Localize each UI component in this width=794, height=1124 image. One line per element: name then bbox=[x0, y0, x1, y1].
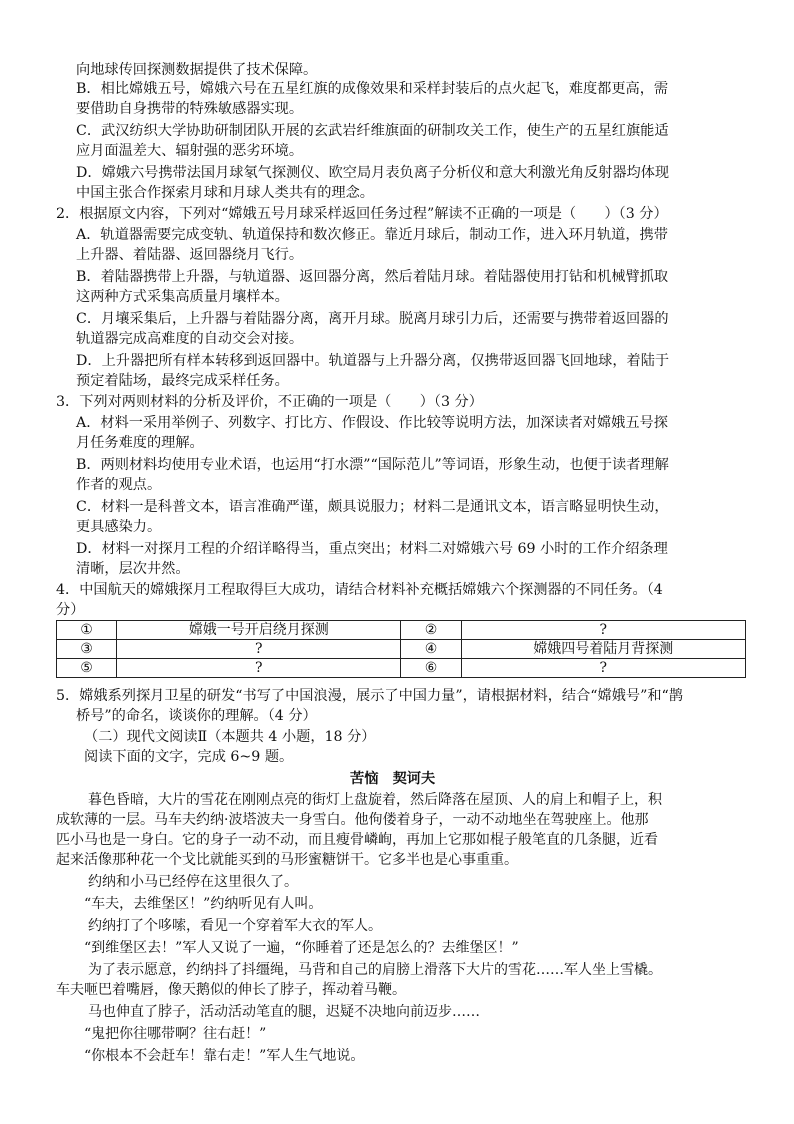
story-paragraph-7: 马也伸直了脖子，活动活动笔直的腿，迟疑不决地向前迈步…… bbox=[88, 1004, 480, 1020]
story-paragraph-6-line1: 为了表示愿意，约纳抖了抖缰绳，马背和自己的肩膀上滑落下大片的雪花……军人坐上雪橇。 bbox=[88, 962, 662, 978]
table-row bbox=[57, 659, 746, 678]
q2-option-d-line1: D．上升器把所有样本转移到返回器中。轨道器与上升器分离，仅携带返回器飞回地球，着陆于 bbox=[76, 353, 670, 369]
question-2: 2．根据原文内容，下列对“嫦娥五号月球采样返回任务过程”解读不正确的一项是（ ）（3 分） bbox=[56, 206, 668, 222]
q2-option-c-line1: C．月壤采集后，上升器与着陆器分离，离开月球。脱离月球引力后，还需要与携带着返回器的 bbox=[76, 311, 669, 327]
question-3: 3．下列对两则材料的分析及评价，不正确的一项是（ ）（3 分） bbox=[56, 394, 483, 410]
q3-option-d-line1: D．材料一对探月工程的介绍详略得当，重点突出；材料二对嫦娥六号 69 小时的工作介绍条理 bbox=[76, 541, 668, 557]
story-paragraph-6-line2: 车夫咂巴着嘴唇，像天鹅似的伸长了脖子，挥动着马鞭。 bbox=[56, 982, 406, 998]
table-row bbox=[57, 621, 746, 640]
option-b-line1: B．相比嫦娥五号，嫦娥六号在五星红旗的成像效果和采样封装后的点火起飞，难度都更高，需 bbox=[76, 81, 669, 97]
cell-number: ③ bbox=[57, 640, 117, 659]
question-4-line2: 分） bbox=[56, 602, 85, 618]
q3-option-c-line1: C．材料一是科普文本，语言准确严谨，颇具说服力；材料二是通讯文本，语言略显明快生动， bbox=[76, 499, 669, 515]
story-paragraph-2: 约纳和小马已经停在这里很久了。 bbox=[88, 874, 298, 890]
story-paragraph-1-line4: 起来活像那种花一个戈比就能买到的马形蜜糖饼干。它多半也是心事重重。 bbox=[56, 852, 518, 868]
q2-option-c-line2: 轨道器完成高难度的自动交会对接。 bbox=[76, 331, 304, 347]
q3-option-b-line1: B．两则材料均使用专业术语，也运用“打水漂”“国际范儿”等词语，形象生动，也便于读者理解 bbox=[76, 457, 669, 473]
option-b-line2: 要借助自身携带的特殊敏感器实现。 bbox=[76, 101, 304, 117]
cell-number: ⑤ bbox=[57, 659, 117, 678]
option-a-continuation: 向地球传回探测数据提供了技术保障。 bbox=[76, 62, 318, 78]
cell-task: ? bbox=[461, 659, 745, 678]
q3-option-d-line2: 清晰，层次井然。 bbox=[76, 561, 190, 577]
option-c-line2: 应月面温差大、辐射强的恶劣环境。 bbox=[76, 143, 304, 159]
question-5-line1: 5．嫦娥系列探月卫星的研发“书写了中国浪漫，展示了中国力量”，请根据材料，结合“嫦娥号”和“鹊 bbox=[56, 688, 683, 704]
story-paragraph-8: “鬼把你往哪带啊？往右赶！” bbox=[84, 1026, 267, 1042]
story-paragraph-5: “到维堡区去！”军人又说了一遍，“你睡着了还是怎么的？去维堡区！” bbox=[84, 940, 519, 956]
cell-task: ? bbox=[117, 659, 401, 678]
cell-task: 嫦娥一号开启绕月探测 bbox=[117, 621, 401, 640]
q2-option-d-line2: 预定着陆场，最终完成采样任务。 bbox=[76, 373, 289, 389]
question-4-line1: 4．中国航天的嫦娥探月工程取得巨大成功，请结合材料补充概括嫦娥六个探测器的不同任务。（4 bbox=[56, 582, 663, 598]
q3-option-a-line1: A．材料一采用举例子、列数字、打比方、作假设、作比较等说明方法，加深读者对嫦娥五号探 bbox=[76, 415, 668, 431]
section-heading: （二）现代文阅读Ⅱ（本题共 4 小题，18 分） bbox=[84, 729, 376, 745]
story-paragraph-9: “你根本不会赶车！靠右走！”军人生气地说。 bbox=[84, 1048, 365, 1064]
cell-number: ② bbox=[401, 621, 461, 640]
q2-option-b-line1: B．着陆器携带上升器，与轨道器、返回器分离，然后着陆月球。着陆器使用打钻和机械臂抓取 bbox=[76, 269, 669, 285]
option-c-line1: C．武汉纺织大学协助研制团队开展的玄武岩纤维旗面的研制攻关工作，使生产的五星红旗能适 bbox=[76, 123, 669, 139]
q2-option-a-line1: A．轨道器需要完成变轨、轨道保持和数次修正。靠近月球后，制动工作，进入环月轨道，携带 bbox=[76, 227, 668, 243]
story-title: 苦恼 契诃夫 bbox=[350, 771, 436, 787]
cell-number: ⑥ bbox=[401, 659, 461, 678]
story-paragraph-3: “车夫，去维堡区！”约纳听见有人叫。 bbox=[84, 896, 323, 912]
q2-option-b-line2: 这两种方式采集高质量月壤样本。 bbox=[76, 289, 289, 305]
cell-task: ? bbox=[117, 640, 401, 659]
section-instruction: 阅读下面的文字，完成 6~9 题。 bbox=[84, 749, 294, 765]
option-d-line2: 中国主张合作探索月球和月球人类共有的理念。 bbox=[76, 185, 374, 201]
q3-option-a-line2: 月任务难度的理解。 bbox=[76, 435, 204, 451]
table-row bbox=[57, 640, 746, 659]
story-paragraph-1-line3: 匹小马也是一身白。它的身子一动不动，而且瘦骨嶙峋，再加上它那如棍子般笔直的几条腿，近看 bbox=[56, 832, 658, 848]
probe-task-table bbox=[56, 620, 746, 678]
q2-option-a-line2: 上升器、着陆器、返回器绕月飞行。 bbox=[76, 247, 304, 263]
cell-number: ④ bbox=[401, 640, 461, 659]
question-5-line2: 桥号”的命名，谈谈你的理解。（4 分） bbox=[76, 708, 317, 724]
option-d-line1: D．嫦娥六号携带法国月球氡气探测仪、欧空局月表负离子分析仪和意大利激光角反射器均体现 bbox=[76, 165, 670, 181]
story-paragraph-1-line2: 成软薄的一层。马车夫约纳·波塔波夫一身雪白。他佝偻着身子，一动不动地坐在驾驶座上。他那 bbox=[56, 812, 649, 828]
cell-task: ? bbox=[461, 621, 745, 640]
story-paragraph-1-line1: 暮色昏暗，大片的雪花在刚刚点亮的街灯上盘旋着，然后降落在屋顶、人的肩上和帽子上，积 bbox=[88, 792, 662, 808]
q3-option-b-line2: 作者的观点。 bbox=[76, 477, 162, 493]
q3-option-c-line2: 更具感染力。 bbox=[76, 519, 162, 535]
story-paragraph-4: 约纳打了个哆嗦，看见一个穿着军大衣的军人。 bbox=[88, 918, 382, 934]
cell-number: ① bbox=[57, 621, 117, 640]
cell-task: 嫦娥四号着陆月背探测 bbox=[461, 640, 745, 659]
